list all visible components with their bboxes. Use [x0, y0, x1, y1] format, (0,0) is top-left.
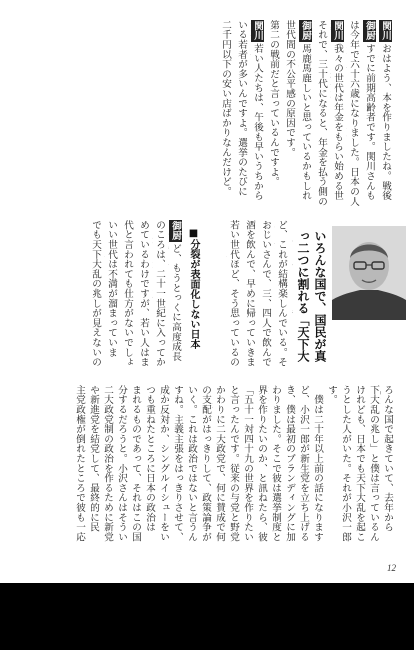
text-column: [226, 385, 240, 550]
pull-quote-headline: いろんな国で、国民が真っ二つに割れる「天下大: [296, 230, 327, 362]
speaker-portrait: [332, 226, 406, 320]
column-text: いい世代は不満が溜まっていま: [106, 220, 117, 358]
column-text: わりました。そこで彼は選挙制度と: [270, 385, 281, 542]
column-text: すでに前期高齢者です。関川さんも: [364, 43, 375, 201]
speaker-label: 関川: [380, 21, 391, 41]
column-text: の支配がはっきりして、政策論争が: [200, 385, 211, 542]
column-text: けれども、日本でも天下大乱を起こ: [354, 385, 365, 542]
portrait-image: [332, 226, 406, 320]
text-column: [346, 20, 360, 208]
text-column: [104, 220, 118, 370]
column-text: おはよう、本を作りましたね。戦後: [380, 43, 391, 201]
column-text: 代と言われても仕方がないでしょ: [122, 220, 133, 367]
text-column: [310, 385, 324, 550]
column-text: 分するだろうと。小沢さんはそうい: [116, 385, 127, 542]
speaker-label: 関川: [332, 21, 343, 41]
text-column: [352, 385, 366, 550]
column-text: 成か反対か、シングルイシューをい: [158, 385, 169, 542]
column-text: 「五十一対四十九の世界を作りたい: [242, 385, 253, 542]
column-text: かわりに二大政党で、何に賛成で何: [214, 385, 225, 542]
speaker-label: 関川: [252, 21, 263, 41]
text-column: [324, 385, 338, 550]
text-column: [212, 385, 226, 550]
column-text: 馬鹿馬鹿しいと思っているかもしれ: [300, 43, 311, 201]
column-text: 界を作りたいのか、と訊ねたら、彼: [256, 385, 267, 542]
text-column: [234, 20, 248, 208]
text-column: [366, 385, 380, 550]
column-text: ど、もうとっくに高度成長: [170, 243, 181, 362]
column-text: まれるものであって、それはこの国: [130, 385, 141, 542]
column-text: は今年で六十六歳になりました。日本の人: [348, 20, 359, 207]
column-text: 僕は二十年以上前の話になります: [312, 394, 323, 542]
text-column: [242, 220, 256, 370]
column-text: 主党政権が倒れたところで彼も一応: [74, 385, 85, 542]
text-column: [184, 385, 198, 550]
text-column: [226, 220, 240, 370]
column-text: いく。これは政治ではないと言うん: [186, 385, 197, 542]
text-column: [128, 385, 142, 550]
column-text: 若い世代ほど、そう思っているの: [228, 220, 239, 367]
column-text: き、僕は最初のブランディングに加: [284, 385, 295, 542]
column-text: それで、三十代になると、年金を払う側の: [316, 20, 327, 207]
text-column: [170, 385, 184, 550]
text-column: [198, 385, 212, 550]
speaker-label: 御厨: [364, 21, 375, 41]
text-column: [338, 385, 352, 550]
column-text: ろんな国で起きていて、去年から: [382, 385, 393, 532]
column-text: 若い人たちは、午後も早いうちから: [252, 43, 263, 201]
text-column: [100, 385, 114, 550]
text-column: [152, 220, 166, 370]
page-number: 12: [387, 563, 396, 573]
speaker-label: 御厨: [170, 221, 181, 241]
section-heading: ■分裂が表面化しない日本: [188, 228, 199, 349]
column-text: 酒を飲んで、早めに帰っていきま: [244, 220, 255, 367]
text-column: [330, 20, 344, 208]
text-column: [378, 20, 392, 208]
text-column: [136, 220, 150, 370]
text-column: [282, 20, 296, 208]
column-text: 第二の戦前だと言っているんですよ。: [268, 20, 279, 187]
column-text: 二大政党制の政治を作るために新党: [102, 385, 113, 542]
text-column: [266, 20, 280, 208]
text-column: [362, 20, 376, 208]
column-text: 我々の世代は年金をもらい始める世: [332, 43, 343, 201]
column-text: めているわけですが、若い人はま: [138, 220, 149, 367]
text-column: [380, 385, 394, 550]
text-column: [218, 20, 232, 208]
column-text: いる若者が多いんですよ。選挙のたびに: [236, 20, 247, 197]
text-column: [296, 385, 310, 550]
column-text: す。: [326, 385, 337, 405]
text-column: [250, 20, 264, 208]
column-text: すね。主義主張をはっきりさせて、: [172, 385, 183, 542]
column-text: や新進党を結党して、最終的に民: [88, 385, 99, 532]
text-column: [72, 385, 86, 550]
text-column: [258, 220, 272, 370]
text-column: [142, 385, 156, 550]
text-column: [254, 385, 268, 550]
text-column: [298, 20, 312, 208]
column-text: でも天下大乱の兆しが見えないの: [90, 220, 101, 367]
column-text: 下大乱の兆し」と僕は言っているん: [368, 385, 379, 542]
column-text: ど、小沢一郎が新生党を立ち上げる: [298, 385, 309, 542]
text-column: [274, 220, 288, 370]
column-text: ど、これが結構楽しんでいる。そ: [276, 220, 287, 367]
column-text: のころは、二十一世紀に入ってか: [154, 220, 165, 367]
column-text: 二千円以下の安い店ばかりなんだけど。: [220, 20, 231, 197]
text-column: [168, 220, 182, 370]
text-column: [156, 385, 170, 550]
text-column: [114, 385, 128, 550]
column-text: と言ったんです。従来の与党と野党: [228, 385, 239, 542]
speaker-label: 御厨: [300, 21, 311, 41]
text-column: [314, 20, 328, 208]
text-column: [120, 220, 134, 370]
text-column: [268, 385, 282, 550]
text-column: [240, 385, 254, 550]
column-text: うとした人がいた。それが小沢一郎: [340, 385, 351, 542]
column-text: 世代間の不公平感の原因です。: [284, 20, 295, 158]
column-text: つも重ねたところに日本の政治は: [144, 385, 155, 532]
text-column: [282, 385, 296, 550]
column-text: おじいさんで、三、四人で飲んで: [260, 220, 271, 367]
text-column: [86, 385, 100, 550]
text-column: [88, 220, 102, 370]
